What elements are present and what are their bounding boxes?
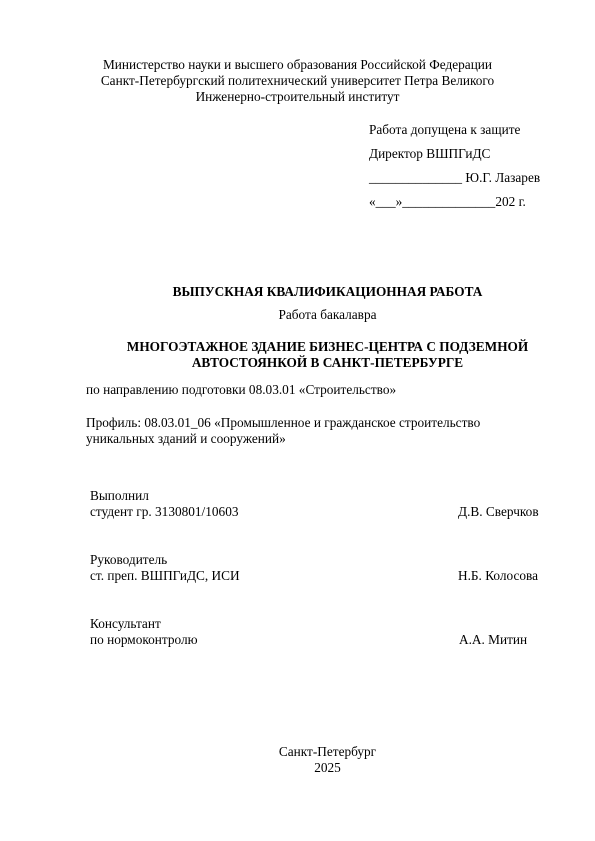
approval-date-line: «___»______________202 г. xyxy=(369,194,526,209)
supervisor-role: Руководитель xyxy=(90,552,168,567)
consultant-name: А.А. Митин xyxy=(459,632,528,647)
place-and-year xyxy=(0,744,595,776)
approval-signature-line: ______________ Ю.Г. Лазарев xyxy=(369,170,541,185)
supervisor-signature-block xyxy=(90,552,550,584)
document-subtype: Работа бакалавра xyxy=(278,307,377,322)
city: Санкт-Петербург xyxy=(278,744,377,759)
thesis-topic-line: МНОГОЭТАЖНОЕ ЗДАНИЕ БИЗНЕС-ЦЕНТРА С ПОДЗЕМНОЙ xyxy=(126,339,529,354)
document-type: ВЫПУСКНАЯ КВАЛИФИКАЦИОННАЯ РАБОТА xyxy=(172,284,483,299)
approval-director: Директор ВШПГиДС xyxy=(369,146,491,161)
study-direction: по направлению подготовки 08.03.01 «Строительство» xyxy=(86,382,397,397)
consultant-position: по нормоконтролю xyxy=(90,632,198,647)
supervisor-name: Н.Б. Колосова xyxy=(458,568,539,583)
title-block xyxy=(0,284,595,371)
student-role: Выполнил xyxy=(90,488,149,503)
institution-header xyxy=(0,57,595,105)
university-name: Санкт-Петербургский политехнический университет Петра Великого xyxy=(100,73,495,88)
institute-name: Инженерно-строительный институт xyxy=(195,89,400,104)
study-profile xyxy=(86,415,480,447)
thesis-topic xyxy=(108,339,548,371)
thesis-topic-line: АВТОСТОЯНКОЙ В САНКТ-ПЕТЕРБУРГЕ xyxy=(191,355,464,370)
consultant-role: Консультант xyxy=(90,616,161,631)
student-name: Д.В. Сверчков xyxy=(458,504,539,519)
approval-block xyxy=(369,121,584,217)
student-signature-block xyxy=(90,488,550,520)
profile-line: уникальных зданий и сооружений» xyxy=(86,431,286,446)
ministry-name: Министерство науки и высшего образования Российской Федерации xyxy=(102,57,493,72)
student-group: студент гр. 3130801/10603 xyxy=(90,504,239,519)
consultant-signature-block xyxy=(90,616,550,648)
approval-admitted: Работа допущена к защите xyxy=(369,122,521,137)
supervisor-position: ст. преп. ВШПГиДС, ИСИ xyxy=(90,568,240,583)
profile-line: Профиль: 08.03.01_06 «Промышленное и гражданское строительство xyxy=(86,415,481,430)
year: 2025 xyxy=(314,760,341,775)
